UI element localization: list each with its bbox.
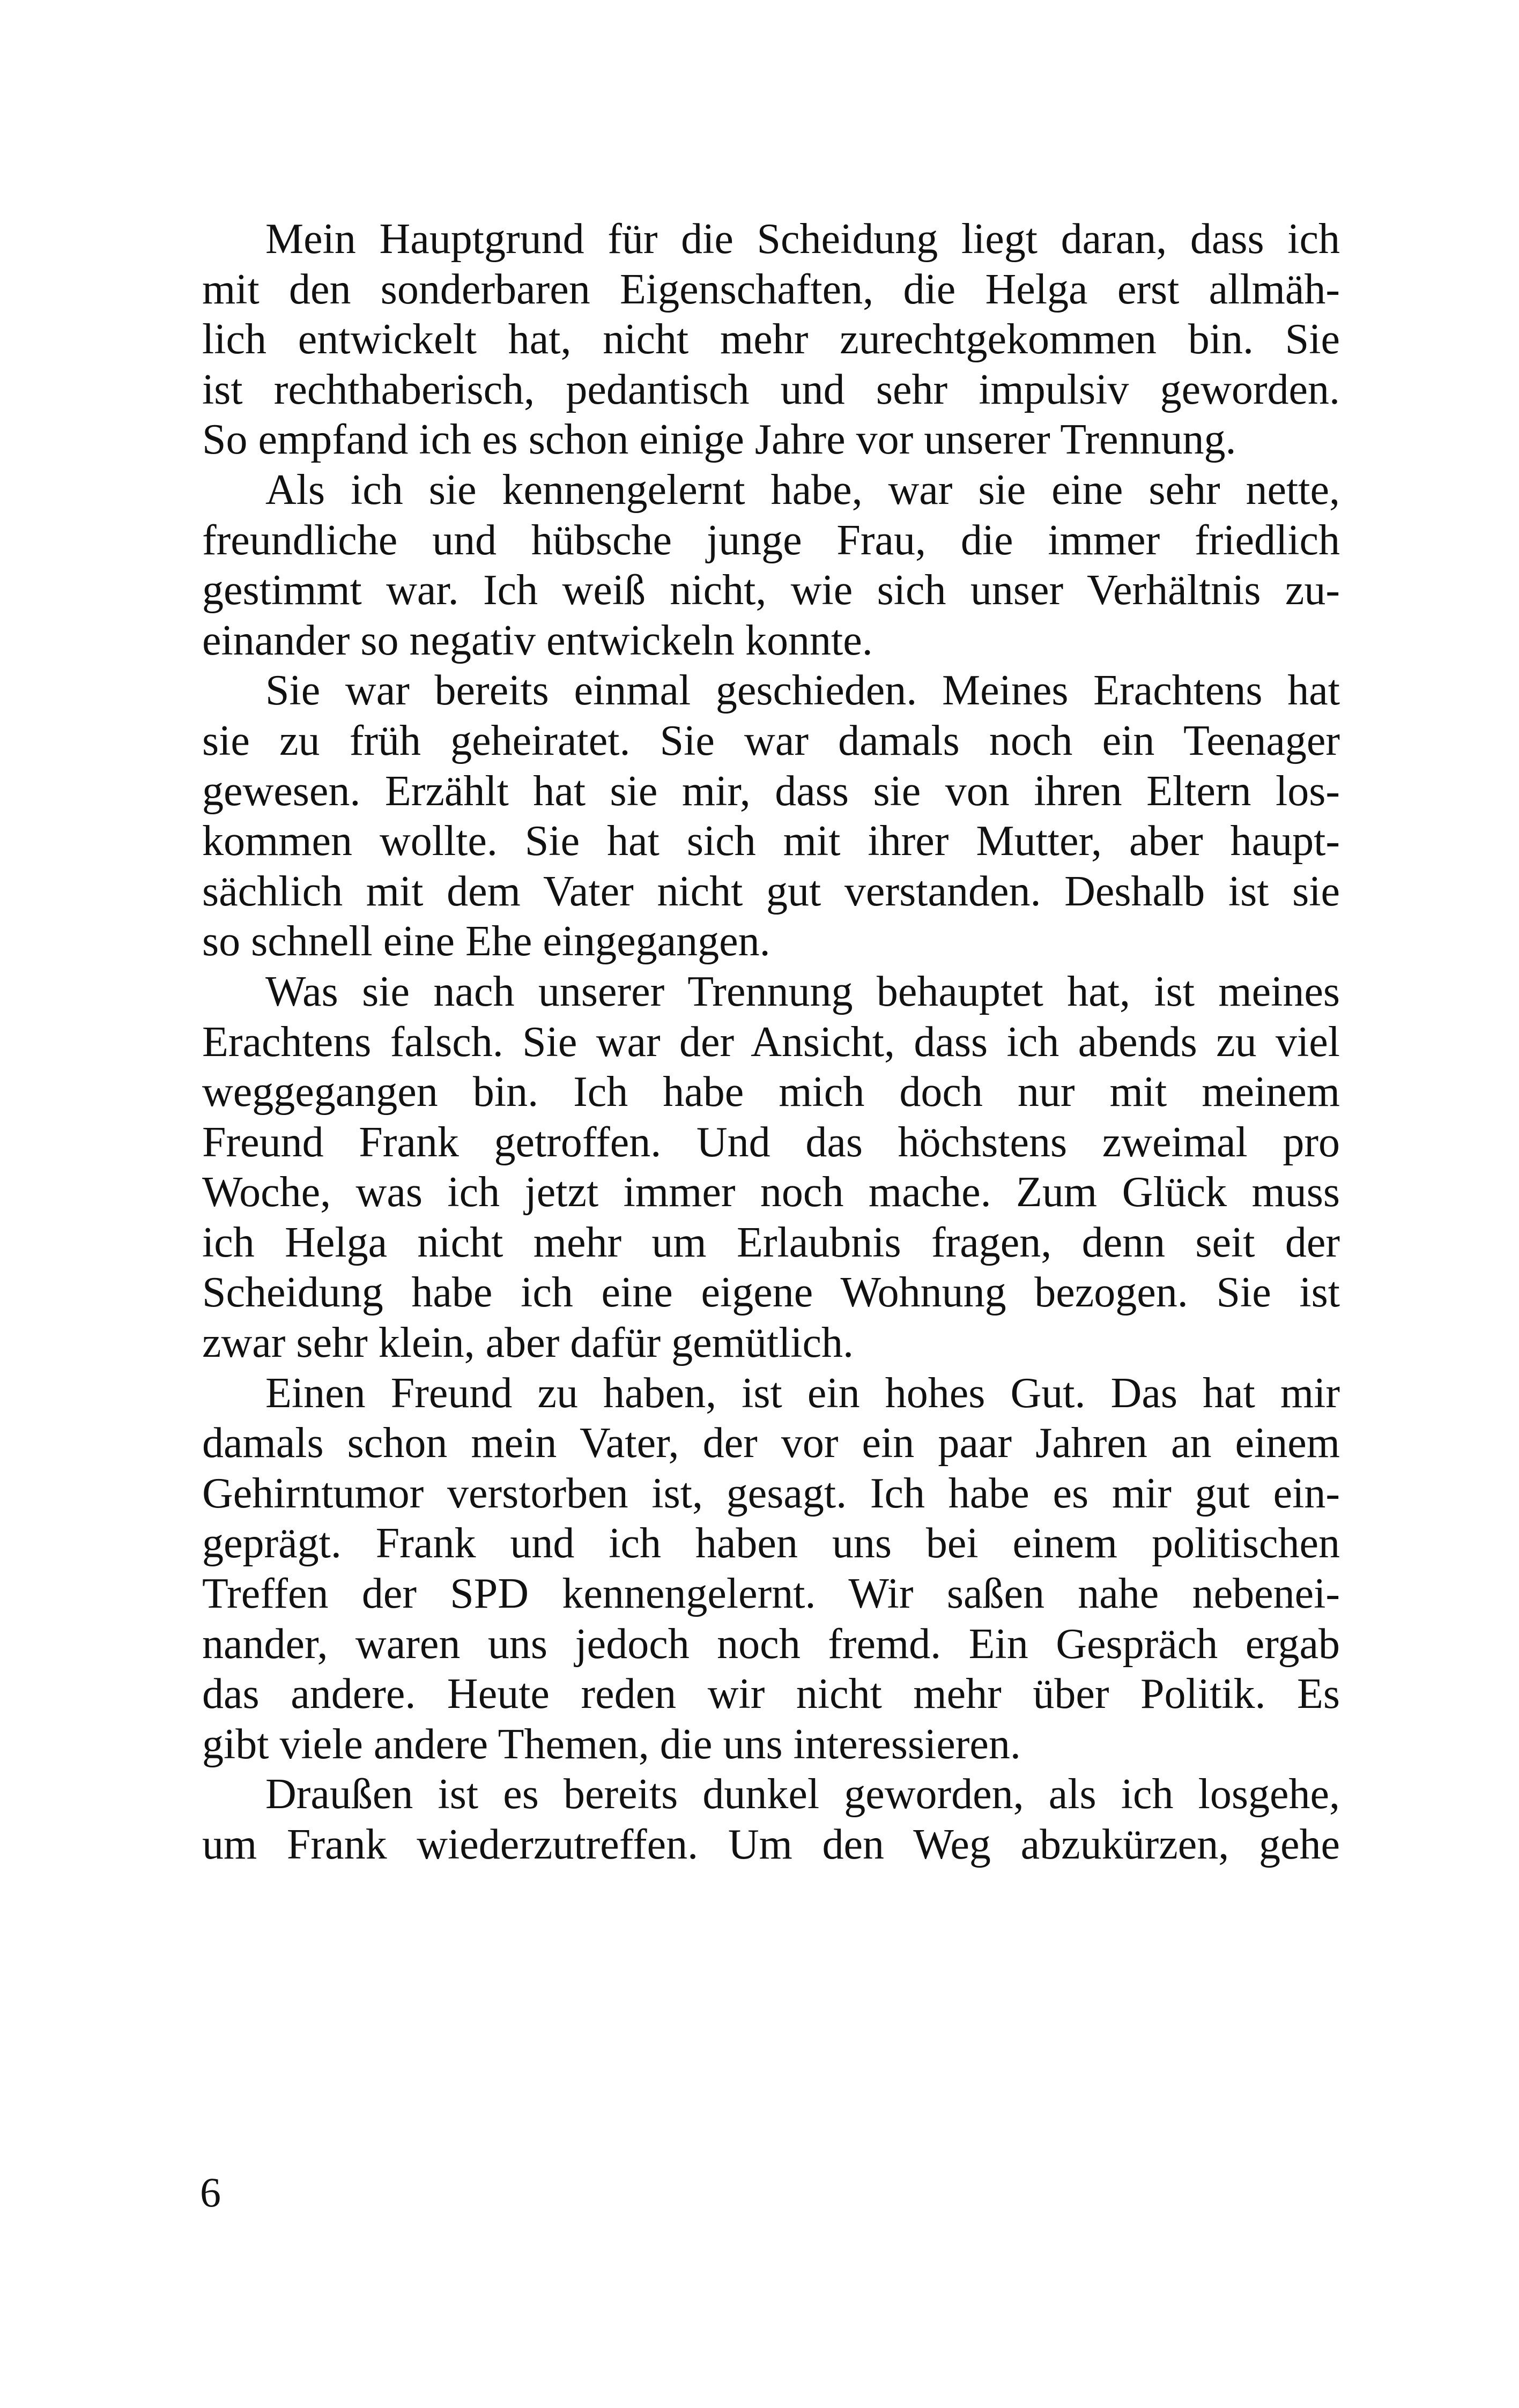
text-line: Draußen ist es bereits dunkel geworden, als ich losgehe, [265,1771,1340,1818]
text-line: Scheidung habe ich eine eigene Wohnung bezogen. Sie ist [202,1269,1340,1317]
text-line: nander, waren uns jedoch noch fremd. Ein Gespräch ergab [202,1620,1340,1668]
text-line: Einen Freund zu haben, ist ein hohes Gut. Das hat mir [265,1369,1340,1417]
text-line: Treffen der SPD kennengelernt. Wir saßen nahe nebenei- [202,1570,1340,1618]
page-number: 6 [200,2169,221,2216]
text-line: geprägt. Frank und ich haben uns bei einem politischen [202,1520,1340,1567]
text-line: ist rechthaberisch, pedantisch und sehr impulsiv geworden. [202,366,1340,413]
text-line: So empfand ich es schon einige Jahre vor unserer Trennung. [202,416,1236,464]
body-text [202,214,1340,1870]
text-line: Was sie nach unserer Trennung behauptet hat, ist meines [265,968,1340,1015]
text-line: Freund Frank getroffen. Und das höchstens zweimal pro [202,1118,1340,1166]
text-line: um Frank wiederzutreffen. Um den Weg abzukürzen, gehe [202,1821,1340,1868]
text-line: zwar sehr klein, aber dafür gemütlich. [202,1319,854,1367]
text-line: gewesen. Erzählt hat sie mir, dass sie von ihren Eltern los- [202,767,1340,815]
text-line: damals schon mein Vater, der vor ein paar Jahren an einem [202,1419,1340,1467]
text-line: einander so negativ entwickeln konnte. [202,616,873,664]
text-line: sie zu früh geheiratet. Sie war damals noch ein Teenager [202,717,1340,764]
text-line: Mein Hauptgrund für die Scheidung liegt daran, dass ich [265,215,1340,263]
text-line: gestimmt war. Ich weiß nicht, wie sich unser Verhältnis zu- [202,567,1340,614]
text-line: Sie war bereits einmal geschieden. Meines Erachtens hat [265,667,1340,715]
text-line: Gehirntumor verstorben ist, gesagt. Ich habe es mir gut ein- [202,1469,1340,1517]
text-line: Erachtens falsch. Sie war der Ansicht, dass ich abends zu viel [202,1018,1340,1066]
text-line: gibt viele andere Themen, die uns interessieren. [202,1720,1021,1768]
text-line: das andere. Heute reden wir nicht mehr über Politik. Es [202,1670,1340,1718]
text-line: Als ich sie kennengelernt habe, war sie eine sehr nette, [265,466,1340,514]
text-line: so schnell eine Ehe eingegangen. [202,918,770,965]
text-line: Woche, was ich jetzt immer noch mache. Zum Glück muss [202,1169,1340,1216]
text-line: weggegangen bin. Ich habe mich doch nur mit meinem [202,1068,1340,1116]
text-line: freundliche und hübsche junge Frau, die immer friedlich [202,516,1340,564]
text-line: sächlich mit dem Vater nicht gut verstanden. Deshalb ist sie [202,867,1340,915]
text-line: kommen wollte. Sie hat sich mit ihrer Mutter, aber haupt- [202,817,1340,865]
text-line: ich Helga nicht mehr um Erlaubnis fragen, denn seit der [202,1218,1340,1266]
text-line: lich entwickelt hat, nicht mehr zurechtgekommen bin. Sie [202,316,1340,363]
text-line: mit den sonderbaren Eigenschaften, die Helga erst allmäh- [202,265,1340,313]
